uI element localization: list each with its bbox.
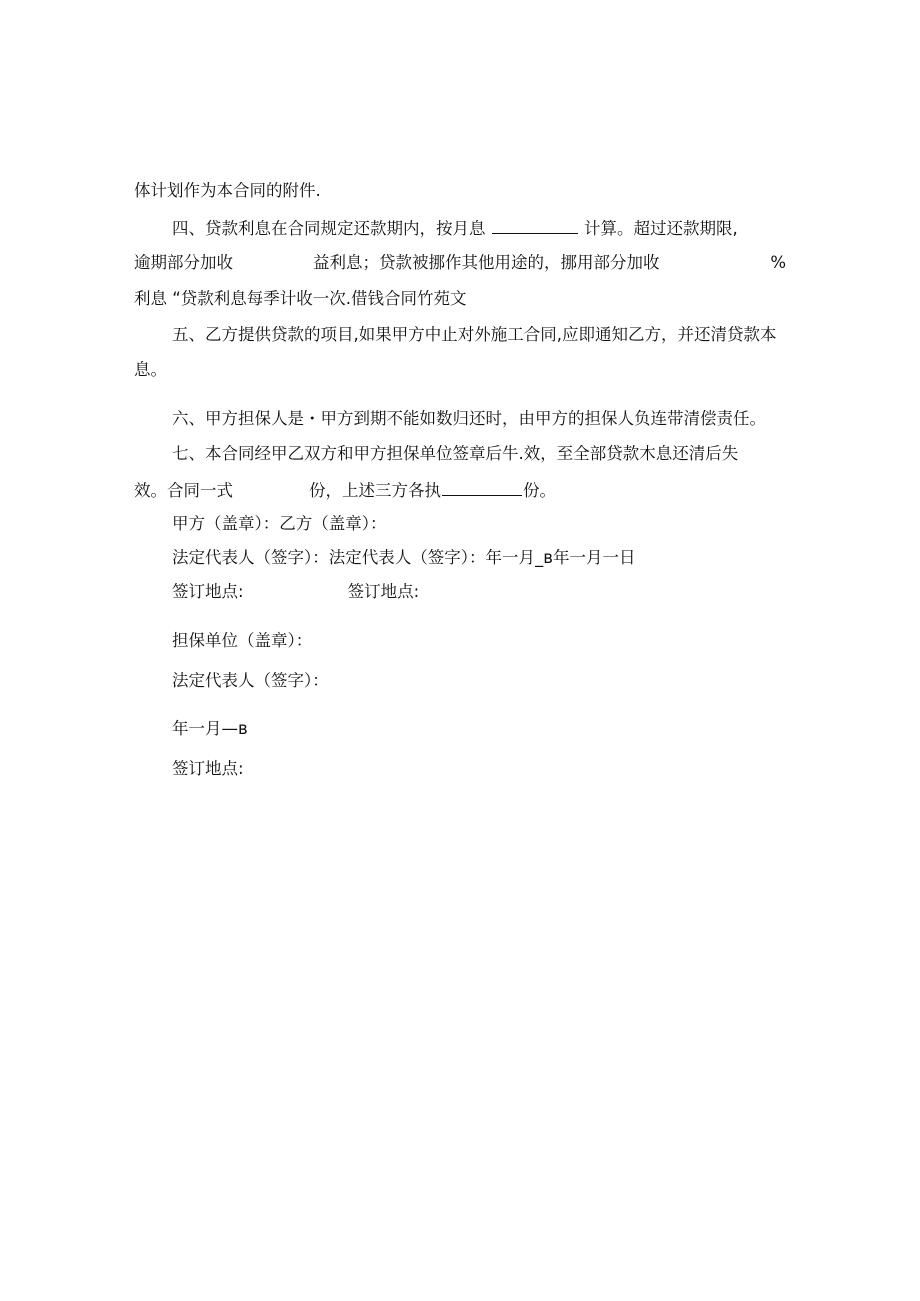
signature-parties: 甲方（盖章）：乙方（盖章）： — [172, 514, 387, 533]
clause-4-line-2 — [134, 255, 786, 272]
clause-4-line-1 — [172, 219, 738, 238]
signing-place-1: 签订地点: — [172, 582, 244, 601]
clause-7-line-1: 七、本合同经甲乙双方和甲方担保单位签章后牛.效，至全部贷款木息还清后失 — [172, 444, 739, 463]
copies-blank — [442, 481, 522, 496]
guarantor-signing-place: 签订地点: — [172, 759, 244, 778]
clause-7-text-c: 份。 — [523, 481, 556, 500]
clause-4-text-a: 四、贷款利息在合同规定还款期内，按月息 — [172, 219, 486, 238]
guarantor-representative: 法定代表人（签字）： — [172, 671, 329, 690]
intro-line: 体计划作为本合同的附件. — [134, 181, 321, 200]
clause-7-text-a: 效。合同一式 — [134, 481, 233, 500]
clause-5-line-1: 五、乙方提供贷款的项目,如果甲方中止对外施工合同,应即通知乙方，并还清贷款本 — [172, 325, 777, 344]
clause-6: 六、甲方担保人是・甲方到期不能如数归还时，由甲方的担保人负连带清偿责任。 — [172, 409, 766, 428]
clause-7-line-2 — [134, 481, 556, 500]
clause-4-line-3: 利息 “贷款利息每季计收一次.借钱合同竹苑文 — [134, 289, 467, 308]
clause-4-line-2-a: 逾期部分加收 — [134, 253, 233, 272]
percent-sign: % — [770, 253, 786, 272]
signing-place-2: 签订地点: — [347, 582, 420, 601]
clause-5-line-2: 息。 — [134, 360, 167, 379]
guarantor-seal: 担保单位（盖章）： — [172, 631, 313, 650]
clause-7-text-b: 份，上述三方各执 — [309, 481, 441, 500]
clause-4-text-b: 计算。超过还款期限, — [584, 219, 738, 238]
signature-representatives: 法定代表人（签字）：法定代表人（签字）：年一月_в年一月一日 — [172, 548, 636, 567]
clause-4-line-2-b: 益利息；贷款被挪作其他用途的，挪用部分加收 — [313, 253, 660, 272]
guarantor-date: 年一月—в — [172, 719, 248, 738]
signing-place-row — [172, 584, 419, 601]
monthly-rate-blank — [492, 219, 578, 234]
